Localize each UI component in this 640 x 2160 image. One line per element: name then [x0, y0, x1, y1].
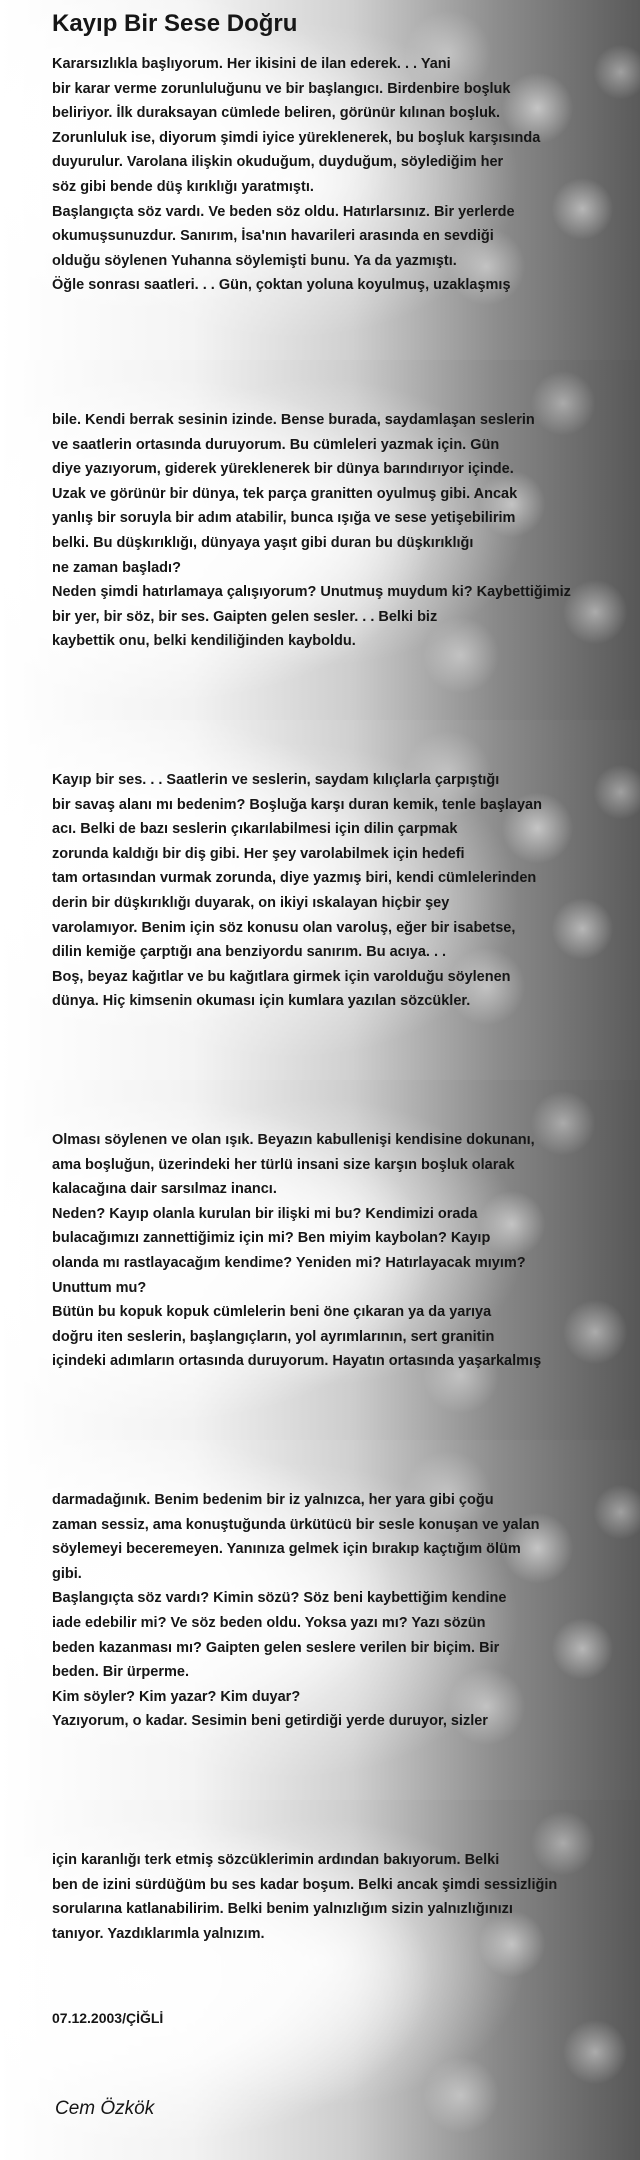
text-line: Başlangıçta söz vardı. Ve beden söz oldu. Hatırlarsınız. Bir yerlerde — [52, 203, 515, 220]
text-line: iade edebilir mi? Ve söz beden oldu. Yoksa yazı mı? Yazı sözün — [52, 1614, 486, 1631]
text-line: bir karar verme zorunluluğunu ve bir başlangıcı. Birdenbire boşluk — [52, 80, 511, 97]
stanza-2 — [52, 408, 632, 654]
text-line: beden kazanması mı? Gaipten gelen seslere verilen bir biçim. Bir — [52, 1639, 500, 1656]
stanza-1 — [52, 52, 632, 298]
text-line: okumuşsunuzdur. Sanırım, İsa'nın havarileri arasında en sevdiği — [52, 228, 494, 245]
text-line: doğru iten seslerin, başlangıçların, yol ayrımlarının, sert granitin — [52, 1328, 495, 1345]
date-place: 07.12.2003/ÇİĞLİ — [52, 2010, 164, 2026]
text-line: olduğu söylenen Yuhanna söylemişti bunu. Ya da yazmıştı. — [52, 252, 457, 269]
text-line: bulacağımızı zannettiğimiz için mi? Ben miyim kaybolan? Kayıp — [52, 1230, 491, 1247]
text-line: yanlış bir soruyla bir adım atabilir, bunca ışığa ve sese yetişebilirim — [52, 510, 516, 527]
text-line: ne zaman başladı? — [52, 559, 181, 576]
text-line: Kayıp bir ses. . . Saatlerin ve seslerin, saydam kılıçlarla çarpıştığı — [52, 772, 500, 788]
text-line: söz gibi bende düş kırıklığı yaratmıştı. — [52, 178, 314, 195]
text-line: Öğle sonrası saatleri. . . Gün, çoktan yoluna koyulmuş, uzaklaşmış — [52, 277, 511, 294]
text-line: zorunda kaldığı bir diş gibi. Her şey varolabilmek için hedefi — [52, 845, 465, 862]
text-line: Unuttum mu? — [52, 1279, 147, 1296]
text-line: Kim söyler? Kim yazar? Kim duyar? — [52, 1688, 301, 1705]
text-line: bile. Kendi berrak sesinin izinde. Bense burada, saydamlaşan seslerin — [52, 412, 535, 428]
text-line: gibi. — [52, 1565, 82, 1582]
stanza-3 — [52, 768, 632, 1014]
stanza-6 — [52, 1848, 632, 1946]
text-line: Zorunluluk ise, diyorum şimdi iyice yüreklenerek, bu boşluk karşısında — [52, 129, 541, 146]
text-line: zaman sessiz, ama konuştuğunda ürkütücü bir sesle konuşan ve yalan — [52, 1516, 540, 1533]
text-line: kaybettik onu, belki kendiliğinden kayboldu. — [52, 633, 356, 650]
text-line: Yazıyorum, o kadar. Sesimin beni getirdiği yerde duruyor, sizler — [52, 1713, 488, 1730]
text-line: Bütün bu kopuk kopuk cümlelerin beni öne çıkaran ya da yarıya — [52, 1304, 492, 1321]
text-line: ben de izini sürdüğüm bu ses kadar boşum. Belki ancak şimdi sessizliğin — [52, 1876, 558, 1893]
stanza-5 — [52, 1488, 632, 1734]
text-line: darmadağınık. Benim bedenim bir iz yalnızca, her yara gibi çoğu — [52, 1492, 494, 1508]
text-line: Olması söylenen ve olan ışık. Beyazın kabullenişi kendisine dokunanı, — [52, 1132, 535, 1148]
text-line: kalacağına dair sarsılmaz inancı. — [52, 1181, 277, 1198]
text-line: ve saatlerin ortasında duruyorum. Bu cümleleri yazmak için. Gün — [52, 436, 500, 453]
stanza-4 — [52, 1128, 632, 1374]
text-line: acı. Belki de bazı seslerin çıkarılabilmesi için dilin çarpmak — [52, 821, 458, 838]
text-line: dünya. Hiç kimsenin okuması için kumlara yazılan sözcükler. — [52, 993, 471, 1010]
text-line: Boş, beyaz kağıtlar ve bu kağıtlara girmek için varolduğu söylenen — [52, 968, 511, 985]
text-line: sorularına katlanabilirim. Belki benim yalnızlığım sizin yalnızlığınızı — [52, 1901, 513, 1918]
text-line: ama boşluğun, üzerindeki her türlü insani size karşın boşluk olarak — [52, 1156, 515, 1173]
text-line: söylemeyi beceremeyen. Yanınıza gelmek için bırakıp kaçtığım ölüm — [52, 1541, 521, 1558]
text-line: Başlangıçta söz vardı? Kimin sözü? Söz beni kaybettiğim kendine — [52, 1590, 507, 1607]
text-line: Neden şimdi hatırlamaya çalışıyorum? Unutmuş muydum ki? Kaybettiğimiz — [52, 584, 571, 601]
text-line: içindeki adımların ortasında duruyorum. Hayatın ortasında yaşarkalmış — [52, 1353, 542, 1370]
text-line: belki. Bu düşkırıklığı, dünyaya yaşıt gibi duran bu düşkırıklığı — [52, 534, 474, 551]
text-line: derin bir düşkırıklığı duyarak, on ikiyi ıskalayan hiçbir şey — [52, 894, 450, 911]
text-line: Kararsızlıkla başlıyorum. Her ikisini de ilan ederek. . . Yani — [52, 56, 451, 72]
text-line: bir yer, bir söz, bir ses. Gaipten gelen sesler. . . Belki biz — [52, 608, 438, 625]
author-signature: Cem Özkök — [55, 2098, 155, 2119]
text-line: beliriyor. İlk duraksayan cümlede beliren, görünür kılınan boşluk. — [52, 105, 501, 122]
text-line: için karanlığı terk etmiş sözcüklerimin ardından bakıyorum. Belki — [52, 1852, 500, 1868]
text-line: beden. Bir ürperme. — [52, 1664, 189, 1681]
text-line: Neden? Kayıp olanla kurulan bir ilişki mi bu? Kendimizi orada — [52, 1205, 478, 1222]
poem-title: Kayıp Bir Sese Doğru — [52, 10, 298, 37]
text-line: duyurulur. Varolana ilişkin okuduğum, duyduğum, söylediğim her — [52, 154, 504, 171]
text-line: olanda mı rastlayacağım kendime? Yeniden mi? Hatırlayacak mıyım? — [52, 1254, 526, 1271]
text-line: tam ortasından vurmak zorunda, diye yazmış biri, kendi cümlelerinden — [52, 870, 537, 887]
text-line: tanıyor. Yazdıklarımla yalnızım. — [52, 1925, 265, 1942]
text-line: bir savaş alanı mı bedenim? Boşluğa karşı duran kemik, tenle başlayan — [52, 796, 542, 813]
text-line: varolamıyor. Benim için söz konusu olan varoluş, eğer bir isabetse, — [52, 919, 516, 936]
text-line: Uzak ve görünür bir dünya, tek parça granitten oyulmuş gibi. Ancak — [52, 485, 518, 502]
text-line: dilin kemiğe çarptığı ana benziyordu sanırım. Bu acıya. . . — [52, 944, 447, 961]
text-line: diye yazıyorum, giderek yüreklenerek bir dünya barındırıyor içinde. — [52, 461, 514, 478]
